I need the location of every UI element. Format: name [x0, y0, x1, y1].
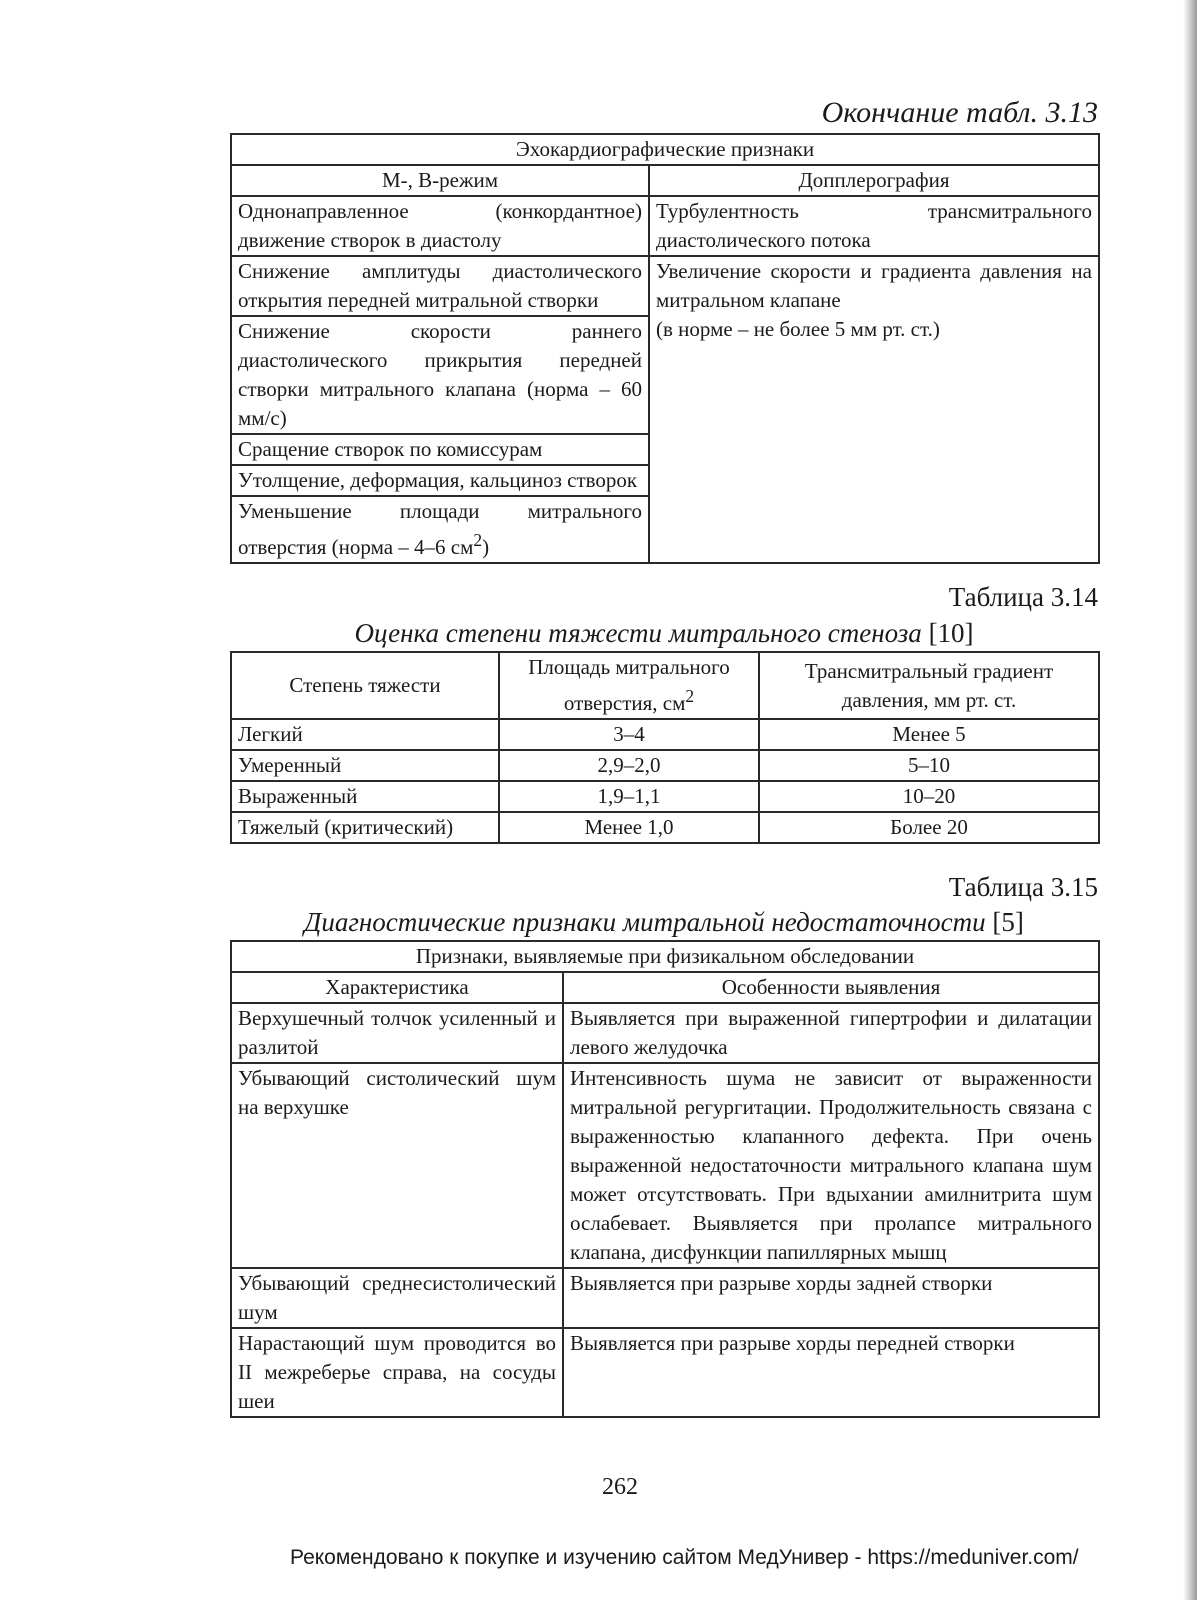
- column-header: Характеристика: [231, 972, 563, 1003]
- superscript: 2: [473, 530, 483, 550]
- page-number: 262: [602, 1474, 638, 1500]
- continuation-caption: Окончание табл. 3.13: [821, 96, 1098, 129]
- cell-text-tail: ): [482, 535, 490, 559]
- superscript: 2: [685, 686, 695, 706]
- table-header: Признаки, выявляемые при физикальном обследовании: [231, 941, 1099, 972]
- column-header: [499, 652, 759, 719]
- table-title: [230, 618, 1098, 649]
- table-reference: [10]: [928, 618, 974, 648]
- table-row: [231, 1328, 1099, 1417]
- table-cell: Выявляется при разрыве хорды передней створки: [563, 1328, 1099, 1417]
- table-title-text: Диагностические признаки митральной недостаточности: [304, 907, 986, 937]
- table-cell: 3–4: [499, 719, 759, 750]
- doppler-norm: (в норме – не более 5 мм рт. ст.): [656, 317, 940, 341]
- table-cell: [649, 256, 1099, 563]
- table-cell: Менее 5: [759, 719, 1099, 750]
- table-cell: Однонаправленное (конкордантное) движение створок в диастолу: [231, 196, 649, 256]
- table-cell: Легкий: [231, 719, 499, 750]
- table-cell: Турбулентность трансмитрального диастолического потока: [649, 196, 1099, 256]
- table-cell: 10–20: [759, 781, 1099, 812]
- table-row: [231, 1063, 1099, 1268]
- table-row: [231, 1003, 1099, 1063]
- column-header: М-, В-режим: [231, 165, 649, 196]
- table-cell: Снижение скорости раннего диастолического прикрытия передней створки митрального клапана (норма – 60 мм/с): [231, 316, 649, 434]
- table-cell: Более 20: [759, 812, 1099, 843]
- table-cell: [231, 496, 649, 563]
- table-cell: Интенсивность шума не зависит от выраженности митральной регургитации. Продолжительность связана с выраженностью клапанного дефекта. При очень выраженной недостаточности митрального клапана шум может отсутствовать. При вдыхании амилнитрита шум ослабевает. Выявляется при пролапсе митрального клапана, дисфункции папиллярных мышц: [563, 1063, 1099, 1268]
- table-row: [231, 812, 1099, 843]
- table-row: [231, 781, 1099, 812]
- table-label: Таблица 3.15: [948, 872, 1098, 902]
- table-cell: Нарастающий шум проводится во II межреберье справа, на сосуды шеи: [231, 1328, 563, 1417]
- table-cell: 5–10: [759, 750, 1099, 781]
- table-3-13: [230, 133, 1100, 564]
- table-cell: Снижение амплитуды диастолического открытия передней митральной створки: [231, 256, 649, 316]
- page-edge-shadow: [1183, 0, 1197, 1600]
- table-cell: 2,9–2,0: [499, 750, 759, 781]
- table-cell: Умеренный: [231, 750, 499, 781]
- table-3-15: [230, 940, 1100, 1418]
- column-header: Допплерография: [649, 165, 1099, 196]
- header-text: Площадь митрального отверстия, см: [528, 655, 730, 715]
- table-row: [231, 719, 1099, 750]
- table-cell: Убывающий среднесистолический шум: [231, 1268, 563, 1328]
- table-cell: Выявляется при выраженной гипертрофии и дилатации левого желудочка: [563, 1003, 1099, 1063]
- doppler-text: Увеличение скорости и градиента давления на митральном клапане: [656, 259, 1092, 312]
- column-header: Особенности выявления: [563, 972, 1099, 1003]
- table-cell: Верхушечный толчок усиленный и разлитой: [231, 1003, 563, 1063]
- table-label: Таблица 3.14: [948, 582, 1098, 612]
- table-row: [231, 1268, 1099, 1328]
- table-cell: Выявляется при разрыве хорды задней створки: [563, 1268, 1099, 1328]
- table-cell: Утолщение, деформация, кальциноз створок: [231, 465, 649, 496]
- table-cell: Сращение створок по комиссурам: [231, 434, 649, 465]
- table-cell: Тяжелый (критический): [231, 812, 499, 843]
- column-header: Трансмитральный градиент давления, мм рт. ст.: [759, 652, 1099, 719]
- table-3-14: [230, 651, 1100, 844]
- table-row: [231, 750, 1099, 781]
- column-header: Степень тяжести: [231, 652, 499, 719]
- table-reference: [5]: [992, 907, 1024, 937]
- table-header: Эхокардиографические признаки: [231, 134, 1099, 165]
- table-cell: Выраженный: [231, 781, 499, 812]
- table-title-text: Оценка степени тяжести митрального стеноза: [354, 618, 922, 648]
- table-title: [230, 907, 1098, 938]
- cell-text: Уменьшение площади митрального отверстия (норма – 4–6 см: [238, 499, 642, 559]
- table-cell: Убывающий систолический шум на верхушке: [231, 1063, 563, 1268]
- footer-text: Рекомендовано к покупке и изучению сайтом МедУнивер - https://meduniver.com/: [290, 1546, 1079, 1569]
- table-cell: Менее 1,0: [499, 812, 759, 843]
- table-cell: 1,9–1,1: [499, 781, 759, 812]
